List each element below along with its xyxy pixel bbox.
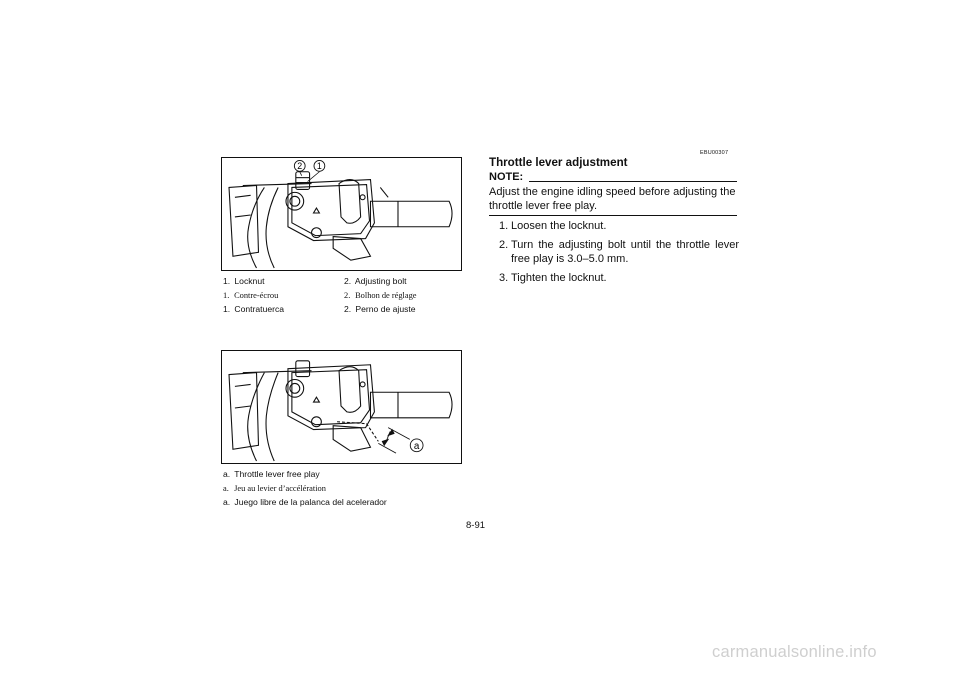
section-heading: Throttle lever adjustment <box>489 156 628 169</box>
note-label: NOTE: <box>489 171 524 183</box>
figure-free-play <box>221 350 462 464</box>
caption-es-2: 2. Perno de ajuste <box>344 304 416 314</box>
caption-en-1: 1. Locknut <box>223 276 265 286</box>
throttle-housing-illustration <box>222 158 461 270</box>
caption-es-1: 1. Contratuerca <box>223 304 285 314</box>
figure-locknut-bolt <box>221 157 462 271</box>
caption-fr-2: 2. Bolhon de réglage <box>344 291 417 300</box>
caption-a-en: a. Throttle lever free play <box>223 469 320 479</box>
caption-fr-1: 1. Contre-écrou <box>223 291 279 300</box>
step-3: 3. Tighten the locknut. <box>499 272 607 284</box>
caption-a-es: a. Juego libre de la palanca del acelerador <box>223 497 387 507</box>
note-rule <box>529 181 737 182</box>
step-1: 1. Loosen the locknut. <box>499 220 607 232</box>
throttle-free-play-illustration <box>222 351 461 463</box>
section-code: EBU00307 <box>700 150 729 156</box>
step-2: 2. Turn the adjusting bolt until the throttle lever free play is 3.0–5.0 mm. <box>499 239 739 265</box>
caption-a-fr: a. Jeu au levier d’accélération <box>223 484 326 493</box>
steps-list <box>489 219 739 290</box>
page-number: 8-91 <box>466 520 486 531</box>
note-text: Adjust the engine idling speed before adjusting the throttle lever free play. <box>489 186 736 212</box>
callout-2: 2 <box>297 160 303 171</box>
callout-a: a <box>413 440 420 452</box>
callout-1: 1 <box>316 160 322 171</box>
watermark: carmanualsonline.info <box>712 643 877 661</box>
caption-en-2: 2. Adjusting bolt <box>344 276 407 286</box>
note-bottom-rule <box>489 215 737 216</box>
